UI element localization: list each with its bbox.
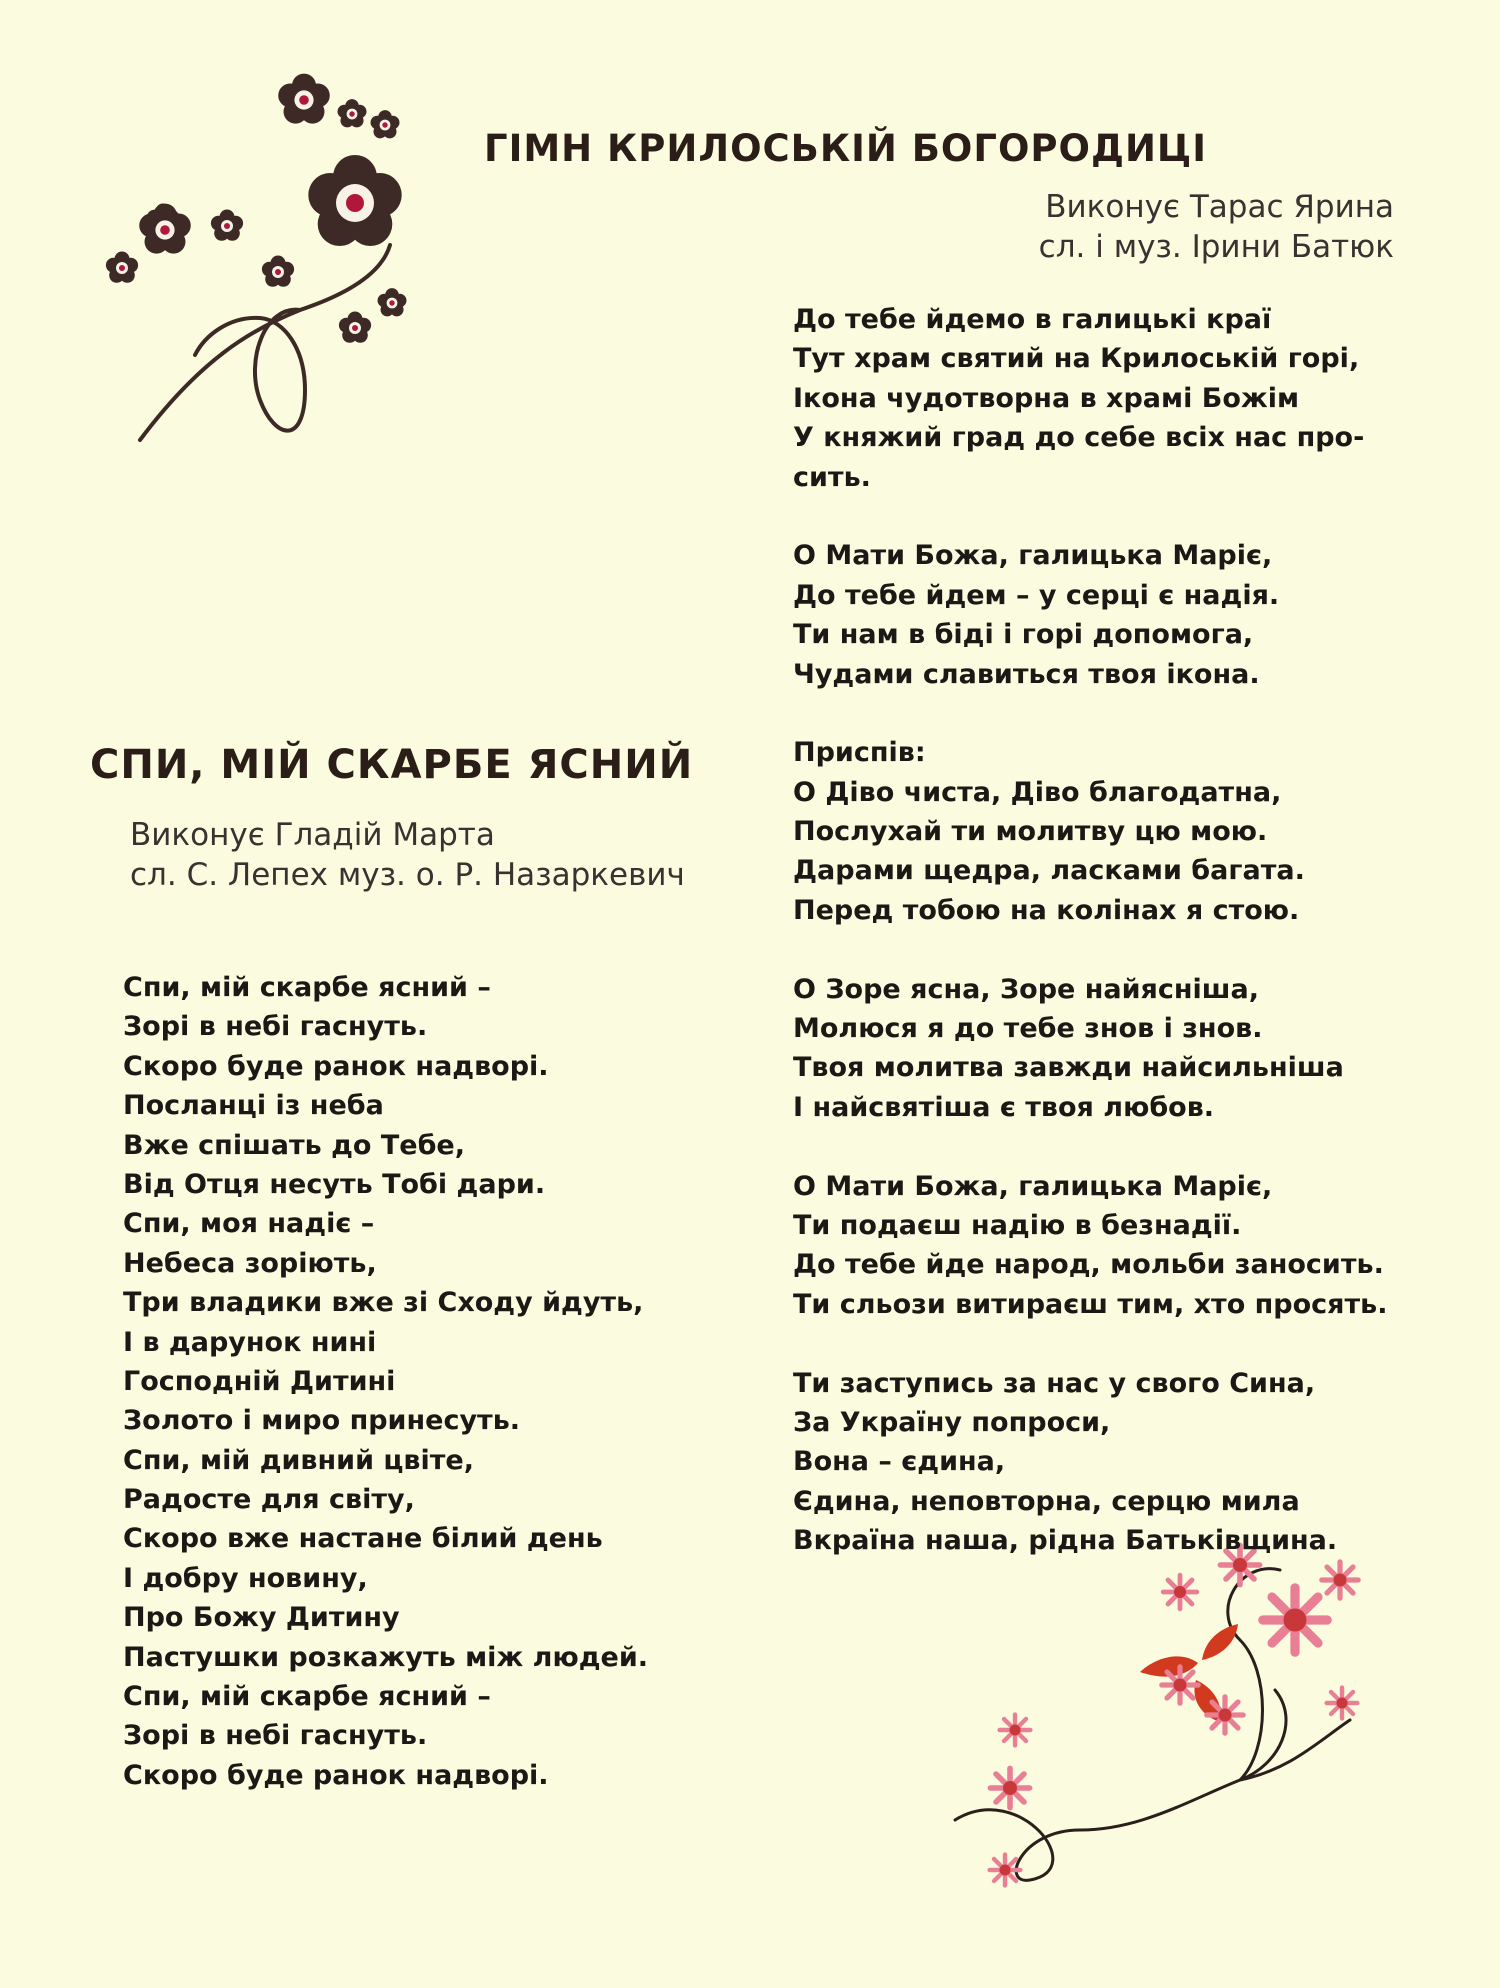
lyric-line: Радосте для світу, <box>123 1484 415 1516</box>
lyric-line: Вона – єдина, <box>793 1446 1006 1478</box>
hymn2-performer: Виконує Гладій Марта <box>130 817 495 853</box>
lyric-line: Перед тобою на колінах я стою. <box>793 894 1300 926</box>
lyric-line: О Діво чиста, Діво благодатна, <box>793 776 1282 808</box>
hymn1-lyrics <box>793 300 1388 1561</box>
lyric-line: О Мати Божа, галицька Маріє, <box>793 1170 1273 1202</box>
lyric-line: О Мати Божа, галицька Маріє, <box>793 540 1273 572</box>
lyric-line: У княжий град до себе всіх нас про- <box>793 422 1365 454</box>
lyric-line: Ти заступись за нас у свого Сина, <box>793 1367 1316 1399</box>
brown-flower-branch-icon <box>90 60 430 484</box>
lyric-line: Спи, моя надіє – <box>123 1208 375 1240</box>
lyric-line: О Зоре ясна, Зоре найясніша, <box>793 973 1259 1005</box>
lyric-line: Вже спішать до Тебе, <box>123 1129 465 1161</box>
pink-daisy-branch-icon <box>940 1540 1400 1894</box>
lyric-line: сить. <box>793 461 871 493</box>
lyric-line: Посланці із неба <box>123 1090 384 1122</box>
lyric-line: Скоро буде ранок надворі. <box>123 1050 549 1082</box>
lyric-line: Небеса зоріють, <box>123 1247 377 1279</box>
hymn2-title: СПИ, МІЙ СКАРБЕ ЯСНИЙ <box>90 742 694 788</box>
lyric-line: Зорі в небі гаснуть. <box>123 1720 428 1752</box>
lyric-line: Спи, мій скарбе ясний – <box>123 1681 491 1713</box>
lyric-line: Ти нам в біді і горі допомога, <box>793 619 1254 651</box>
hymn1-credits <box>1039 187 1394 267</box>
lyric-line: До тебе йдемо в галицькі краї <box>793 304 1272 335</box>
hymn1-authors: сл. і муз. Ірини Батюк <box>1038 229 1394 265</box>
lyric-line: Від Отця несуть Тобі дари. <box>123 1168 546 1200</box>
lyric-line: Про Божу Дитину <box>123 1602 400 1634</box>
lyric-line: І в дарунок нині <box>123 1326 377 1358</box>
lyric-line: Єдина, неповторна, серцю мила <box>793 1485 1300 1517</box>
lyric-line <box>793 930 1388 969</box>
lyric-line: І добру новину, <box>123 1562 368 1594</box>
lyric-line: Твоя молитва завжди найсильніша <box>793 1052 1344 1084</box>
lyric-line <box>793 694 1388 733</box>
hymn2-lyrics <box>123 968 648 1795</box>
lyric-line: До тебе йдем – у серці є надія. <box>793 579 1280 611</box>
hymn1-title: ГІМН КРИЛОСЬКІЙ БОГОРОДИЦІ <box>484 127 1208 170</box>
lyric-line: До тебе йде народ, мольби заносить. <box>793 1249 1384 1281</box>
lyric-line: За Україну попроси, <box>793 1406 1111 1438</box>
lyric-line: Пастушки розкажуть між людей. <box>123 1641 648 1673</box>
lyric-line: Вкраїна наша, рідна Батьківщина. <box>793 1525 1338 1557</box>
lyric-line: Зорі в небі гаснуть. <box>123 1011 428 1043</box>
lyric-line: Спи, мій дивний цвіте, <box>123 1444 474 1476</box>
lyric-line: Послухай ти молитву цю мою. <box>793 816 1268 848</box>
lyric-line: Чудами славиться твоя ікона. <box>793 658 1260 690</box>
lyric-line <box>793 1324 1388 1363</box>
lyric-line: Господній Дитині <box>123 1365 396 1397</box>
lyric-line: Три владики вже зі Сходу йдуть, <box>123 1287 644 1319</box>
lyric-line: Ікона чудотворна в храмі Божім <box>793 382 1300 414</box>
lyric-line: І найсвятіша є твоя любов. <box>793 1091 1215 1123</box>
lyric-line: Ти подаєш надію в безнадії. <box>793 1209 1242 1241</box>
lyric-line: Приспів: <box>793 737 926 769</box>
lyric-line: Тут храм святий на Крилоській горі, <box>793 343 1360 375</box>
hymn2-credits <box>130 815 685 895</box>
lyric-line: Золото і миро принесуть. <box>123 1405 521 1437</box>
lyric-line <box>793 497 1388 536</box>
lyric-line: Ти сльози витираєш тим, хто просять. <box>793 1288 1388 1320</box>
lyric-line: Скоро вже настане білий день <box>123 1523 603 1555</box>
lyric-line: Скоро буде ранок надворі. <box>123 1759 549 1791</box>
lyric-line: Молюся я до тебе знов і знов. <box>793 1013 1263 1045</box>
hymn2-authors: сл. С. Лепех муз. о. Р. Назаркевич <box>130 857 685 893</box>
hymn1-performer: Виконує Тарас Ярина <box>1045 189 1394 225</box>
lyric-line <box>793 1127 1388 1166</box>
lyric-line: Дарами щедра, ласками багата. <box>793 855 1305 887</box>
lyric-line: Спи, мій скарбе ясний – <box>123 972 491 1003</box>
